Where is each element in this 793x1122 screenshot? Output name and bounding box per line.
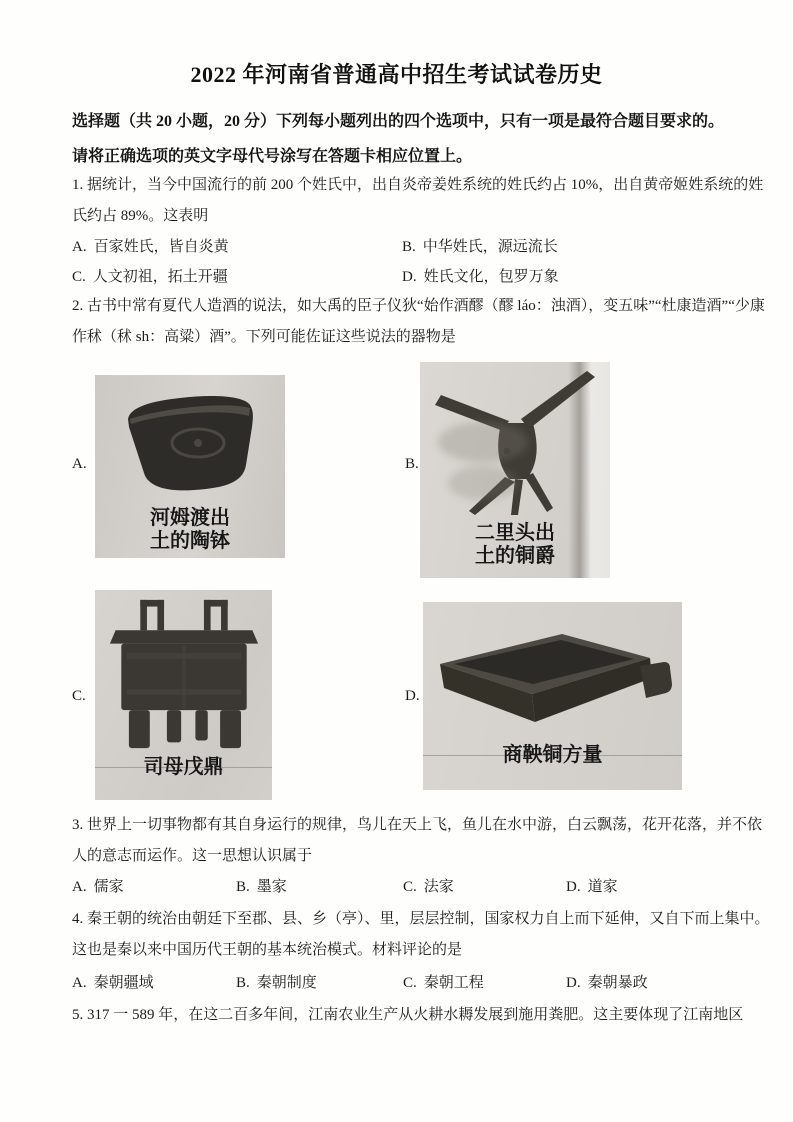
- pottery-bowl-icon: [114, 389, 266, 495]
- question-3: [72, 810, 763, 902]
- bleedthrough-smudge: [438, 422, 528, 462]
- question-1-option-b: B. 中华姓氏，源远流长: [402, 239, 558, 255]
- question-2-figures: [72, 358, 732, 810]
- question-4-option-d: D. 秦朝暴政: [566, 975, 648, 991]
- question-4-text-line-2: 这也是秦以来中国历代王朝的基本统治模式。材料评论的是: [72, 942, 463, 958]
- question-2-figure-label-a: A.: [72, 456, 87, 472]
- question-3-option-a: A. 儒家: [72, 879, 124, 895]
- question-1-option-d: D. 姓氏文化，包罗万象: [402, 269, 559, 285]
- section-instructions: [72, 104, 732, 174]
- bronze-measure-icon: [434, 624, 672, 732]
- figure-d-caption: 商鞅铜方量: [502, 744, 603, 766]
- question-4: [72, 904, 770, 998]
- question-2-figure-label-d: D.: [405, 688, 420, 704]
- question-5-text-line-1: 5. 317 一 589 年，在这二百多年间，江南农业生产从火耕水耨发展到施用粪肥。这主要体现了江南地区: [72, 1007, 744, 1023]
- question-3-text-line-2: 人的意志而运作。这一思想认识属于: [72, 848, 313, 864]
- question-4-option-c: C. 秦朝工程: [403, 975, 484, 991]
- question-1-text-line-1: 1. 据统计，当今中国流行的前 200 个姓氏中，出自炎帝姜姓系统的姓氏约占 10%，出自黄帝姬姓系统的姓: [72, 177, 764, 193]
- question-5: [72, 1000, 742, 1031]
- question-3-option-b: B. 墨家: [236, 879, 287, 895]
- shangyang-bronze-measure-figure: [423, 602, 682, 790]
- question-3-option-d: D. 道家: [566, 879, 618, 895]
- question-3-text-line-1: 3. 世界上一切事物都有其自身运行的规律，鸟儿在天上飞，鱼儿在水中游，白云飘荡，花开花落，并不依: [72, 817, 763, 833]
- question-1-text-line-2: 氏约占 89%。这表明: [72, 208, 209, 224]
- bronze-ding-icon: [108, 598, 260, 750]
- hemudu-pottery-bowl-figure: [95, 375, 285, 558]
- simuwu-ding-figure: [95, 590, 272, 800]
- question-1: [72, 170, 764, 292]
- page-title: 2022 年河南省普通高中招生考试试卷历史: [190, 62, 603, 87]
- question-4-option-b: B. 秦朝制度: [236, 975, 317, 991]
- question-4-options: [72, 968, 742, 998]
- question-2-text-line-1: 2. 古书中常有夏代人造酒的说法，如大禹的臣子仪狄“始作酒醪（醪 láo：浊酒），变五味”“杜康造酒”“少康: [72, 298, 765, 314]
- question-1-option-a: A. 百家姓氏，皆自炎黄: [72, 239, 229, 255]
- question-2-figure-label-b: B.: [405, 456, 419, 472]
- figure-c-caption: 司母戊鼎: [143, 756, 224, 778]
- question-3-options: [72, 872, 742, 902]
- question-2-text-line-2: 作秫（秫 sh：高粱）酒”。下列可能佐证这些说法的器物是: [72, 329, 456, 345]
- figure-a-caption: 河姆渡出 土的陶钵: [150, 507, 230, 552]
- question-3-option-c: C. 法家: [403, 879, 454, 895]
- question-4-text-line-1: 4. 秦王朝的统治由朝廷下至郡、县、乡（亭）、里，层层控制，国家权力自上而下延伸，又自下而上集中。: [72, 911, 770, 927]
- question-2-figure-label-c: C.: [72, 688, 86, 704]
- bleedthrough-smudge: [448, 466, 518, 500]
- question-1-options: [72, 232, 742, 292]
- question-2: [72, 291, 765, 353]
- instructions-line-1: 选择题（共 20 小题，20 分）下列每小题列出的四个选项中，只有一项是最符合题目要求的。: [72, 113, 725, 130]
- instructions-line-2: 请将正确选项的英文字母代号涂写在答题卡相应位置上。: [72, 148, 473, 165]
- erlitou-bronze-jue-figure: [420, 362, 610, 578]
- figure-b-caption: 二里头出 土的铜爵: [475, 522, 555, 567]
- question-4-option-a: A. 秦朝疆域: [72, 975, 154, 991]
- question-1-option-c: C. 人文初祖，拓土开疆: [72, 269, 228, 285]
